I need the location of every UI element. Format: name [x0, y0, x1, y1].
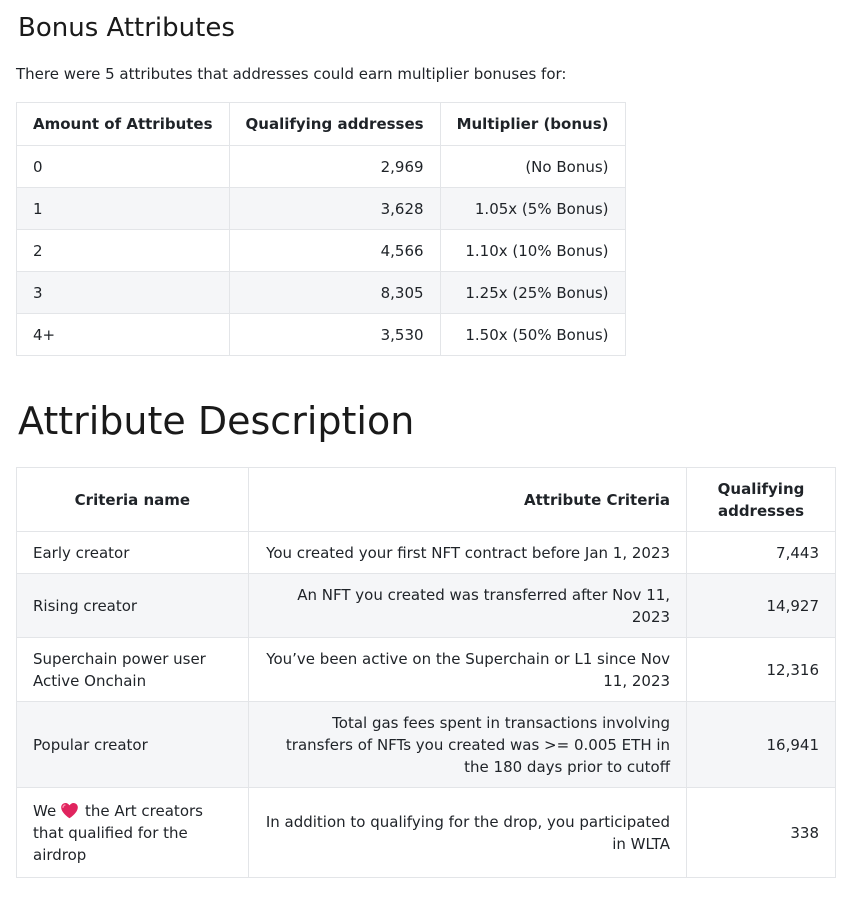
attribute-criteria-cell: An NFT you created was transferred after Nov 11, 2023	[248, 574, 686, 638]
addresses-cell: 7,443	[687, 532, 836, 574]
criteria-name-prefix: We	[33, 801, 57, 820]
table-row	[17, 574, 836, 638]
addresses-cell: 338	[687, 788, 836, 878]
table-row	[17, 532, 836, 574]
criteria-name-cell: Early creator	[17, 532, 249, 574]
table-row	[17, 146, 626, 188]
attribute-description-table	[16, 467, 836, 878]
addresses-cell: 3,530	[229, 314, 440, 356]
addresses-cell: 12,316	[687, 638, 836, 702]
column-header-amount: Amount of Attributes	[17, 103, 230, 146]
multiplier-cell: 1.25x (25% Bonus)	[440, 272, 625, 314]
column-header-qualifying-addresses: Qualifying addresses	[229, 103, 440, 146]
table-row	[17, 230, 626, 272]
attribute-criteria-cell: You’ve been active on the Superchain or L1 since Nov 11, 2023	[248, 638, 686, 702]
multiplier-cell: 1.10x (10% Bonus)	[440, 230, 625, 272]
table-row	[17, 638, 836, 702]
amount-cell: 2	[17, 230, 230, 272]
attribute-description-heading: Attribute Description	[18, 399, 415, 443]
table-row	[17, 702, 836, 788]
criteria-name-suffix: the Art creators that qualified for the airdrop	[33, 801, 203, 864]
multiplier-cell: 1.05x (5% Bonus)	[440, 188, 625, 230]
table-header-row	[17, 103, 626, 146]
addresses-cell: 8,305	[229, 272, 440, 314]
multiplier-cell: (No Bonus)	[440, 146, 625, 188]
multiplier-cell: 1.50x (50% Bonus)	[440, 314, 625, 356]
criteria-name-cell	[17, 788, 249, 878]
table-row	[17, 314, 626, 356]
attribute-criteria-cell: In addition to qualifying for the drop, you participated in WLTA	[248, 788, 686, 878]
bonus-intro-text: There were 5 attributes that addresses could earn multiplier bonuses for:	[16, 65, 567, 83]
addresses-cell: 14,927	[687, 574, 836, 638]
addresses-cell: 2,969	[229, 146, 440, 188]
amount-cell: 0	[17, 146, 230, 188]
criteria-name-cell: Popular creator	[17, 702, 249, 788]
table-row	[17, 788, 836, 878]
table-row	[17, 188, 626, 230]
addresses-cell: 4,566	[229, 230, 440, 272]
table-header-row	[17, 468, 836, 532]
heart-icon	[60, 802, 79, 819]
bonus-attributes-heading: Bonus Attributes	[18, 13, 235, 43]
amount-cell: 4+	[17, 314, 230, 356]
amount-cell: 3	[17, 272, 230, 314]
addresses-cell: 3,628	[229, 188, 440, 230]
amount-cell: 1	[17, 188, 230, 230]
column-header-attribute-criteria: Attribute Criteria	[248, 468, 686, 532]
table-row	[17, 272, 626, 314]
column-header-multiplier: Multiplier (bonus)	[440, 103, 625, 146]
addresses-cell: 16,941	[687, 702, 836, 788]
criteria-name-cell: Rising creator	[17, 574, 249, 638]
column-header-criteria-name: Criteria name	[17, 468, 249, 532]
criteria-name-cell: Superchain power user Active Onchain	[17, 638, 249, 702]
attribute-criteria-cell: You created your first NFT contract before Jan 1, 2023	[248, 532, 686, 574]
attribute-criteria-cell: Total gas fees spent in transactions involving transfers of NFTs you created was >= 0.005 ETH in the 180 days prior to cutoff	[248, 702, 686, 788]
column-header-qualifying-addresses: Qualifying addresses	[687, 468, 836, 532]
bonus-attributes-table	[16, 102, 626, 356]
